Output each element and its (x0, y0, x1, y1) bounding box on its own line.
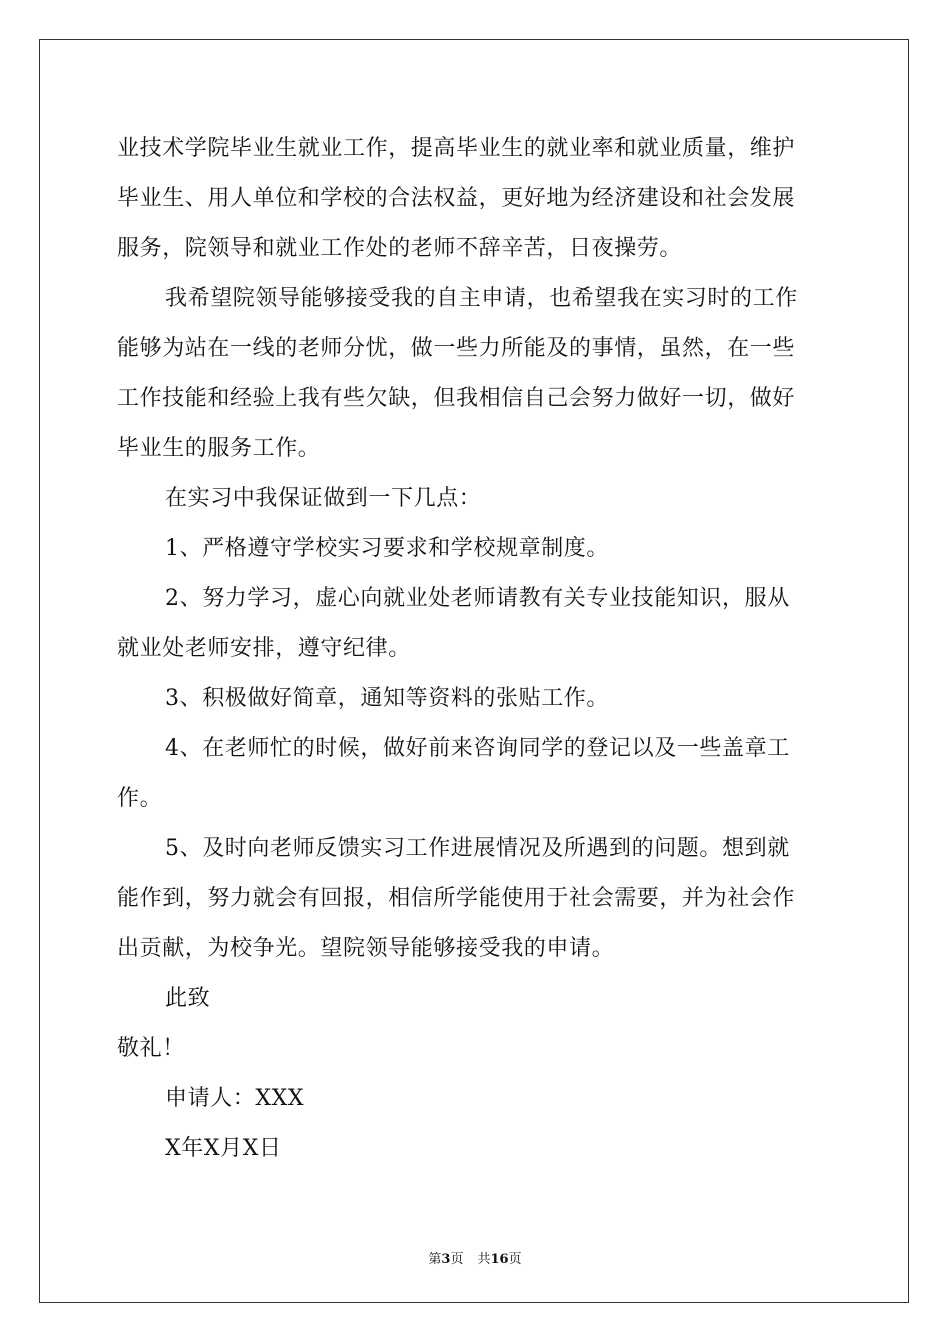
closing-regards (117, 1024, 837, 1074)
text-line: 3、积极做好简章，通知等资料的张贴工作。 (165, 686, 609, 711)
text-line: 业技术学院毕业生就业工作，提高毕业生的就业率和就业质量，维护 (117, 136, 796, 161)
list-item-2 (117, 574, 837, 674)
page-prefix: 第 (428, 1252, 442, 1267)
paragraph-1 (117, 124, 837, 274)
text-line: 敬礼！ (117, 1036, 185, 1061)
text-line: 出贡献，为校争光。望院领导能够接受我的申请。 (117, 936, 615, 961)
closing-salutation (117, 974, 837, 1024)
list-item-3 (117, 674, 837, 724)
list-item-1 (117, 524, 837, 574)
page-footer (0, 1248, 950, 1267)
text-line: 能够为站在一线的老师分忧，做一些力所能及的事情，虽然，在一些 (117, 336, 796, 361)
total-prefix: 共 (477, 1252, 491, 1267)
text-line: 毕业生、用人单位和学校的合法权益，更好地为经济建设和社会发展 (117, 186, 796, 211)
text-line: 作。 (117, 786, 163, 811)
total-pages: 16 (490, 1252, 509, 1267)
list-item-4 (117, 724, 837, 824)
text-line: 1、严格遵守学校实习要求和学校规章制度。 (165, 536, 609, 561)
text-line: 工作技能和经验上我有些欠缺，但我相信自己会努力做好一切，做好 (117, 386, 796, 411)
text-line: 服务，院领导和就业工作处的老师不辞辛苦，日夜操劳。 (117, 236, 683, 261)
text-line: 2、努力学习，虚心向就业处老师请教有关专业技能知识，服从 (165, 586, 790, 611)
text-line: 能作到，努力就会有回报，相信所学能使用于社会需要，并为社会作 (117, 886, 796, 911)
text-line: 4、在老师忙的时候，做好前来咨询同学的登记以及一些盖章工 (165, 736, 790, 761)
page-suffix: 页 (450, 1252, 464, 1267)
paragraph-2 (117, 274, 837, 474)
text-line: 5、及时向老师反馈实习工作进展情况及所遇到的问题。想到就 (165, 836, 790, 861)
text-line: 毕业生的服务工作。 (117, 436, 321, 461)
page-number: 3 (441, 1252, 451, 1267)
text-line: 申请人：XXX (165, 1086, 305, 1111)
text-line: 此致 (165, 986, 211, 1011)
list-item-5 (117, 824, 837, 974)
text-line: 在实习中我保证做到一下几点： (165, 486, 482, 511)
paragraph-3 (117, 474, 837, 524)
text-line: 就业处老师安排，遵守纪律。 (117, 636, 411, 661)
document-body (117, 124, 837, 1174)
total-suffix: 页 (508, 1252, 522, 1267)
applicant-signature (117, 1074, 837, 1124)
date-line (117, 1124, 837, 1174)
text-line: X年X月X日 (165, 1136, 282, 1161)
text-line: 我希望院领导能够接受我的自主申请，也希望我在实习时的工作 (165, 286, 798, 311)
